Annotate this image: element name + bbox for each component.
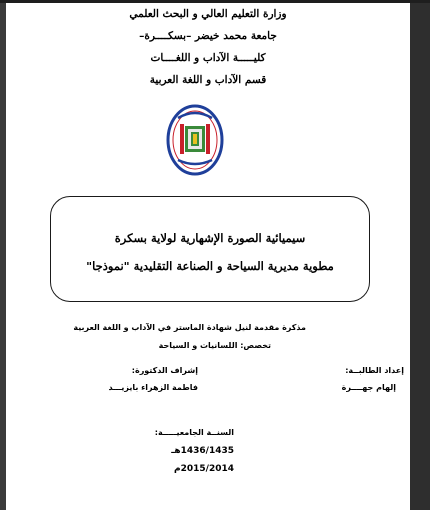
viewer-top-edge [0, 0, 430, 3]
thesis-title-line-2: مطوية مديرية السياحة و الصناعة التقليدية "نموذجا" [86, 259, 334, 273]
university-seal-icon [166, 104, 224, 176]
document-page [6, 0, 410, 510]
supervisor-label: إشراف الدكتورة: [131, 366, 198, 375]
gregorian-year: 2015/2014م [174, 464, 234, 474]
viewer-right-edge [410, 0, 430, 510]
faculty-line: كليـــــة الآداب و اللغــــات [150, 52, 266, 64]
student-name: إلهام جهــــرة [341, 383, 396, 392]
academic-year-label: السنــة الجامعيـــــة: [154, 428, 234, 437]
ministry-line: وزارة التعليم العالي و البحث العلمي [129, 8, 287, 20]
supervisor-name: فاطمة الزهراء بايزيـــد [108, 383, 198, 392]
thesis-title-box [50, 196, 370, 302]
hijri-year: 1436/1435هـ [171, 446, 234, 456]
thesis-title-line-1: سيميائية الصورة الإشهارية لولاية بسكرة [114, 231, 306, 245]
student-label: إعداد الطالبــة: [345, 366, 404, 375]
specialization: تخصص: اللسانيات و السياحة [158, 341, 271, 350]
thesis-note: مذكرة مقدمة لنيل شهادة الماستر في الآداب و اللغة العربية [73, 323, 306, 332]
university-logo [166, 104, 224, 176]
university-line: جامعة محمد خيضر –بسكــــرة– [139, 30, 277, 42]
department-line: قسم الآداب و اللغة العربية [149, 74, 267, 86]
